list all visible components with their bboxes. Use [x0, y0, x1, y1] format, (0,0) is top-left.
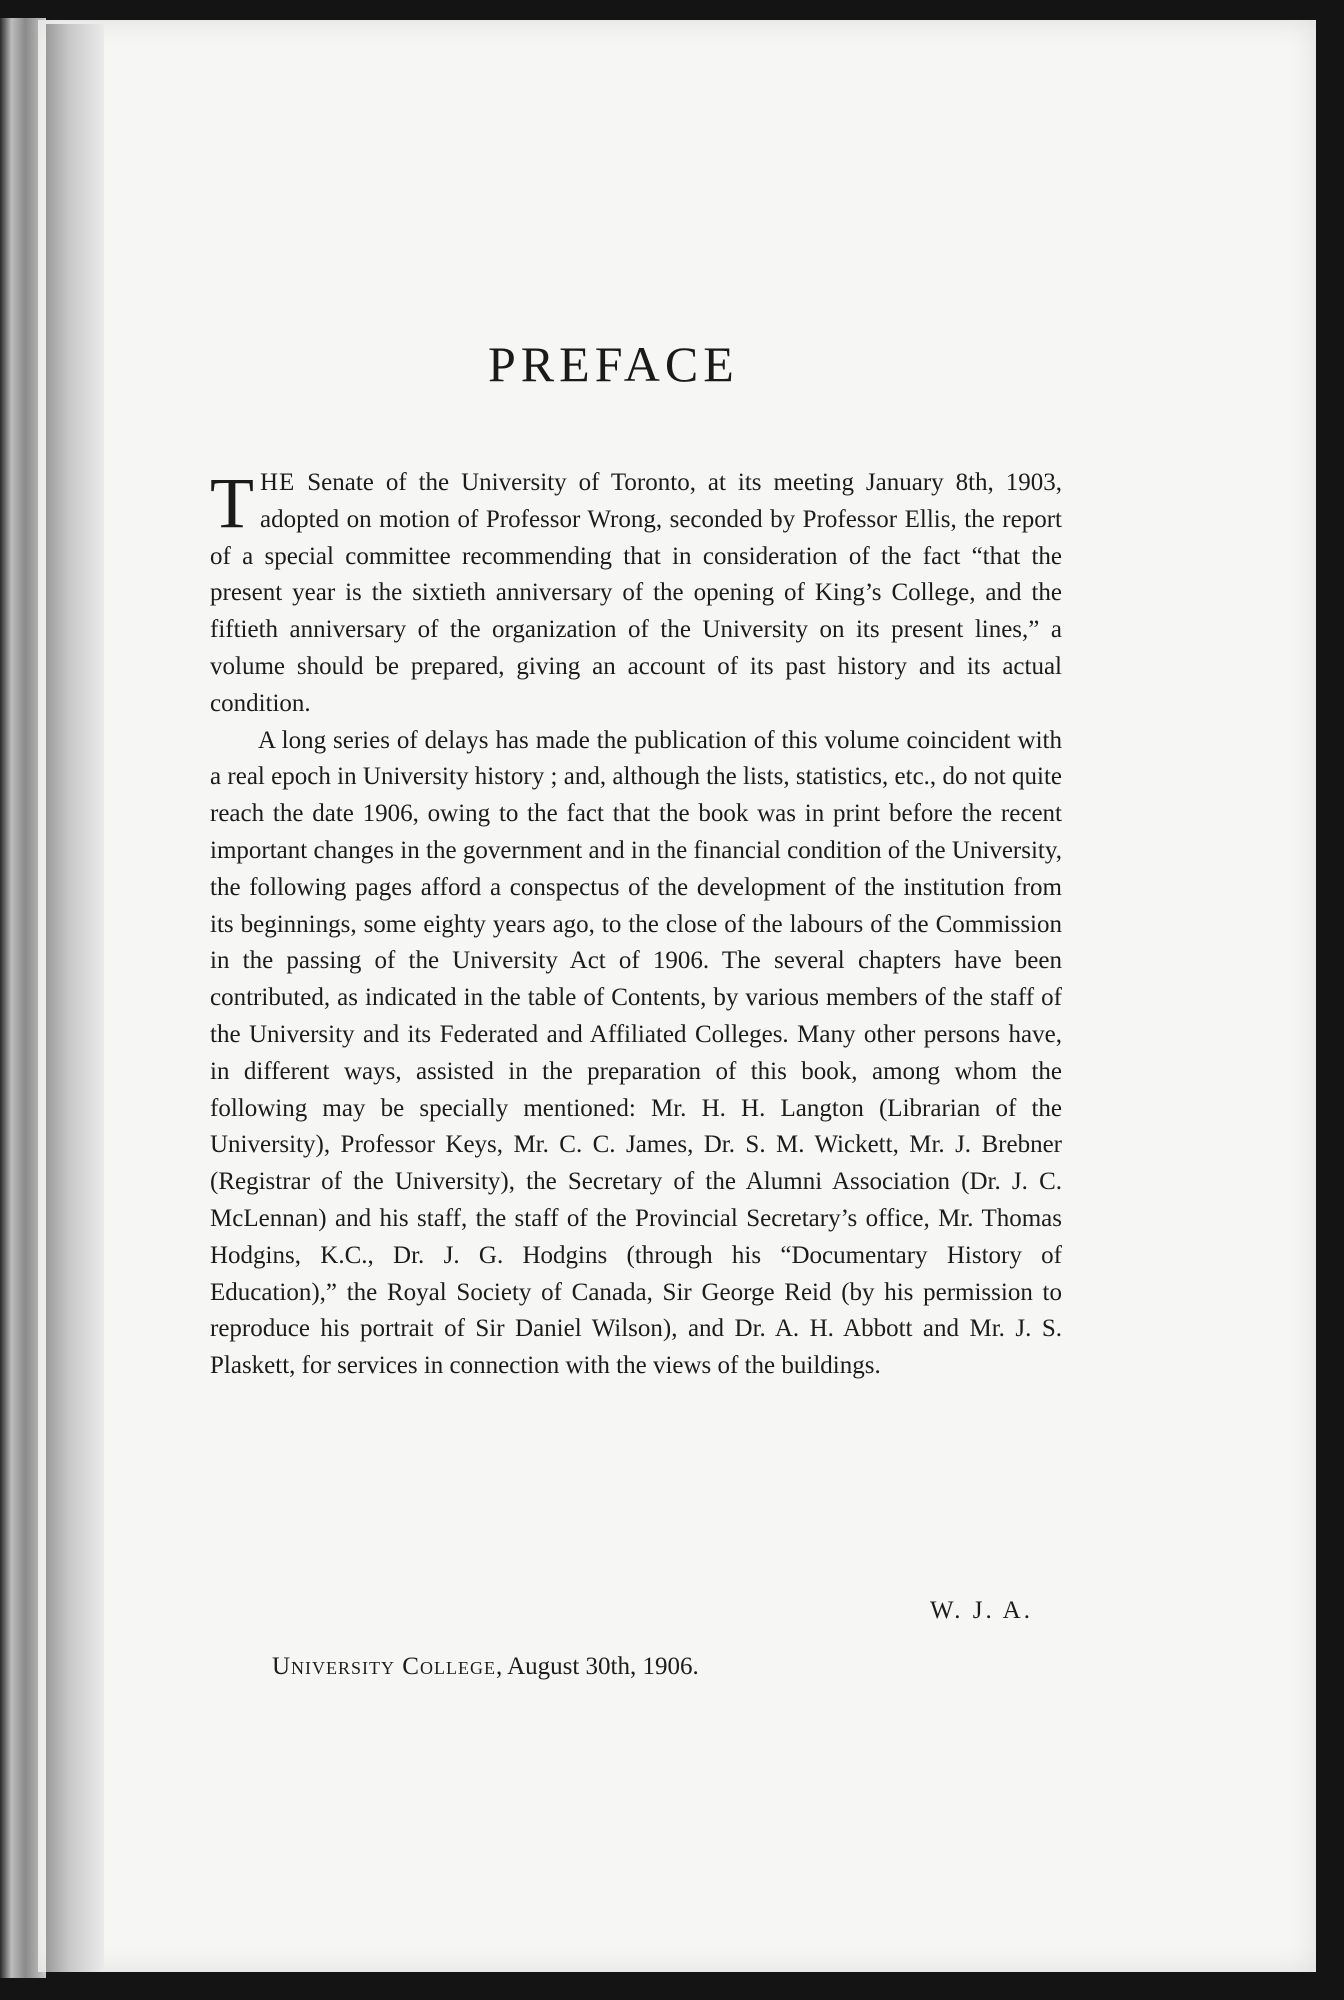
right-scan-border [1316, 18, 1344, 2000]
paragraph-2: A long series of delays has made the publication of this volume coincident with a real epoch in University history ; and, although the lists, statistics, etc., do not quite reach the date 1906, owing to the fact that the book was in print before the recent important changes in the government and in the financial condition of the University, the following pages afford a conspectus of the development of the institution from its beginnings, some eighty years ago, to the close of the labours of the Commission in the passing of the University Act of 1906. The several chapters have been contributed, as indicated in the table of Contents, by various members of the staff of the University and its Federated and Affiliated Colleges. Many other persons have, in different ways, assisted in the preparation of this book, among whom the following may be specially mentioned: Mr. H. H. Langton (Librarian of the University), Professor Keys, Mr. C. C. James, Dr. S. M. Wickett, Mr. J. Brebner (Registrar of the University), the Secretary of the Alumni Association (Dr. J. C. McLennan) and his staff, the staff of the Provincial Secretary’s office, Mr. Thomas Hodgins, K.C., Dr. J. G. Hodgins (through his “Documentary History of Education),” the Royal Society of Canada, Sir George Reid (by his permission to reproduce his portrait of Sir Daniel Wilson), and Dr. A. H. Abbott and Mr. J. S. Plaskett, for services in connection with the views of the buildings. [210, 726, 1062, 1380]
book-page [38, 20, 1316, 1972]
gutter-shadow [46, 24, 104, 1972]
place-name: University College [272, 1653, 496, 1680]
paragraph-1-text: Senate of the University of Toronto, at its meeting January 8th, 1903, adopted on motion of Professor Wrong, seconded by Professor Ellis, the report of a special committee recommending that in consideration of the fact “that the present year is the sixtieth anniversary of the opening of King’s College, and the fiftieth anniversary of the organization of the University on its present lines,” a volume should be prepared, giving an account of its past history and its actual condition. [210, 469, 1062, 717]
preface-body [210, 465, 1062, 1385]
place-date-line [272, 1653, 699, 1681]
paragraph-1 [210, 465, 1062, 723]
date-text: , August 30th, 1906. [495, 1653, 699, 1680]
drop-cap: T [210, 463, 254, 543]
drop-cap-rest: HE [259, 469, 296, 496]
signature-initials: W. J. A. [930, 1597, 1033, 1624]
page-title: PREFACE [488, 336, 739, 392]
